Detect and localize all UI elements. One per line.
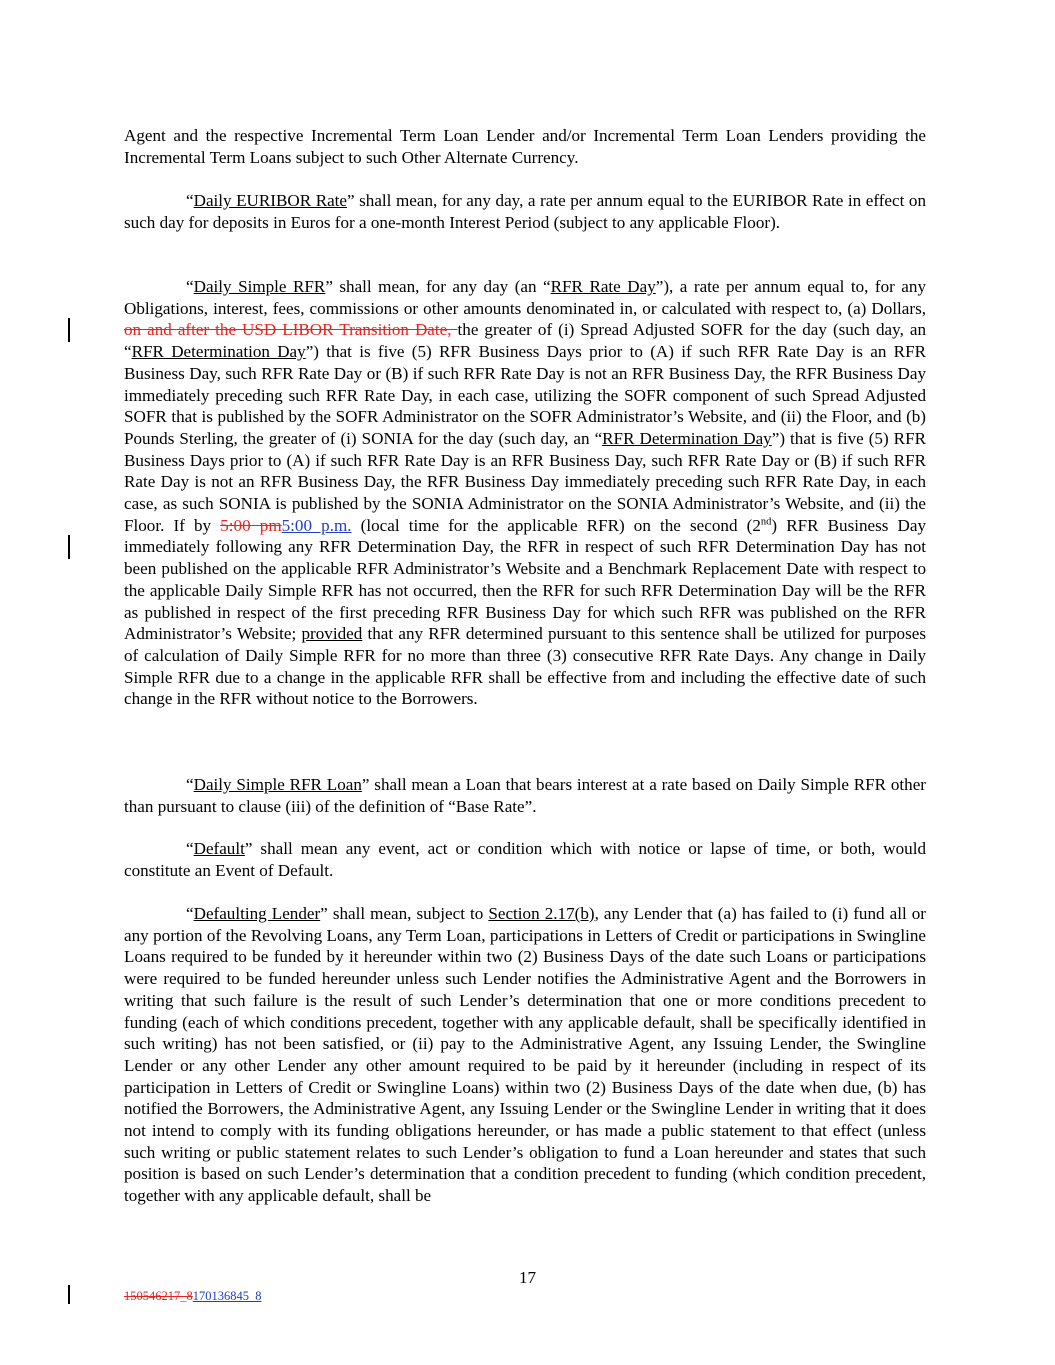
paragraph-continuation: Agent and the respective Incremental Term Loan Lender and/or Incremental Term Loan Lenders providing the Incremental Term Loans subject to such Other Alternate Currency. — [124, 126, 926, 167]
page-number: 17 — [518, 1268, 537, 1287]
definition-daily-simple-rfr-loan: “Daily Simple RFR Loan” shall mean a Loan that bears interest at a rate based on Daily Simple RFR other than pursuant to clause (iii) of the definition of “Base Rate”. — [124, 775, 926, 816]
document-id-footer — [124, 1289, 262, 1304]
change-bar — [68, 318, 70, 342]
deleted-text: 5:00 pm — [220, 515, 282, 535]
defined-term: RFR Determination Day — [131, 342, 306, 362]
deleted-text: on and after the USD LIBOR Transition Date, — [124, 320, 458, 340]
defined-term: Daily Simple RFR Loan — [193, 775, 362, 794]
defined-term: Defaulting Lender — [193, 904, 321, 923]
definition-default: “Default” shall mean any event, act or condition which with notice or lapse of time, or both, would constitute an Event of Default. — [124, 839, 926, 880]
deleted-doc-id: 150546217_8 — [124, 1289, 193, 1303]
definition-defaulting-lender: “Defaulting Lender” shall mean, subject to Section 2.17(b), any Lender that (a) has failed to (i) fund all or any portion of the Revolving Loans, any Term Loan, participations in Letters of Credit or participations in Swingline Loans required to be funded by it hereunder within two (2) Business Days of the date such Loans or participations were required to be funded hereunder unless such Lender notifies the Administrative Agent and the Borrowers in writing that such failure is the result of such Lender’s determination that one or more conditions precedent to funding (each of which conditions precedent, together with any applicable default, shall be specifically identified in such writing) has not been satisfied, or (ii) pay to the Administrative Agent, any Issuing Lender, the Swingline Lender or any other Lender any other amount required to be paid by it hereunder (including in respect of its participation in Letters of Credit or Swingline Loans) within two (2) Business Days of the date when due, (b) has notified the Borrowers, the Administrative Agent, any Issuing Lender or the Swingline Lender in writing that it does not intend to comply with its funding obligations hereunder, or has made a public statement to that effect (unless such writing or public statement relates to such Lender’s obligation to fund a Loan hereunder and states that such position is based on such Lender’s determination that a condition precedent to funding (which condition precedent, together with any applicable default, shall be — [124, 904, 926, 1206]
inserted-text: 5:00 p.m. — [281, 515, 352, 535]
provided-term: provided — [301, 624, 363, 644]
defined-term: Daily EURIBOR Rate — [193, 191, 348, 210]
defined-term: RFR Determination Day — [602, 428, 772, 448]
definition-daily-simple-rfr: “Daily Simple RFR” shall mean, for any day (an “RFR Rate Day”), a rate per annum equal to, for any Obligations, interest, fees, commissions or other amounts denominated in, or calculated with respect to, (a) Dollars, on and after the USD LIBOR Transition Date, the greater of (i) Spread Adjusted SOFR for the day (such day, an “RFR Determination Day”) that is five (5) RFR Business Days prior to (A) if such RFR Rate Day is an RFR Business Day, such RFR Rate Day or (B) if such RFR Rate Day is not an RFR Business Day, the RFR Business Day immediately preceding such RFR Rate Day, in each case, utilizing the SOFR component of such Spread Adjusted SOFR that is published by the SOFR Administrator on the SOFR Administrator’s Website, and (ii) the Floor, and (b) Pounds Sterling, the greater of (i) SONIA for the day (such day, an “RFR Determination Day”) that is five (5) RFR Business Days prior to (A) if such RFR Rate Day is an RFR Business Day, such RFR Rate Day or (B) if such RFR Rate Day is not an RFR Business Day, the RFR Business Day immediately preceding such RFR Rate Day, in each case, as such SONIA is published by the SONIA Administrator on the SONIA Administrator’s Website, and (ii) the Floor. If by 5:00 pm5:00 p.m. (local time for the applicable RFR) on the second (2nd) RFR Business Day immediately following any RFR Determination Day, the RFR in respect of such RFR Determination Day has not been published on the applicable RFR Administrator’s Website and a Benchmark Replacement Date with respect to the applicable Daily Simple RFR has not occurred, then the RFR for such RFR Determination Day will be the RFR as published in respect of the first preceding RFR Business Day for which such RFR was published on the RFR Administrator’s Website; provided that any RFR determined pursuant to this sentence shall be utilized for purposes of calculation of Daily Simple RFR for no more than three (3) consecutive RFR Rate Days. Any change in Daily Simple RFR due to a change in the applicable RFR shall be effective from and including the effective date of such change in the RFR without notice to the Borrowers. — [124, 277, 927, 709]
defined-term: RFR Rate Day — [550, 277, 656, 296]
definition-daily-euribor-rate: “Daily EURIBOR Rate” shall mean, for any day, a rate per annum equal to the EURIBOR Rate in effect on such day for deposits in Euros for a one-month Interest Period (subject to any applicable Floor). — [124, 191, 926, 232]
defined-term: Default — [193, 839, 245, 858]
change-bar — [68, 535, 70, 559]
defined-term: Daily Simple RFR — [193, 277, 326, 296]
inserted-doc-id: 170136845_8 — [192, 1289, 262, 1303]
section-reference: Section 2.17(b) — [488, 904, 595, 923]
